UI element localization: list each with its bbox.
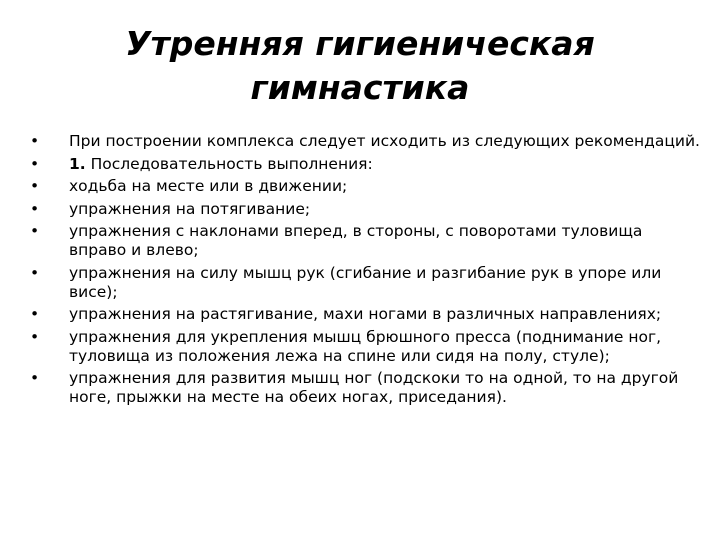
bullet-dot-icon: • <box>30 369 40 387</box>
bullet-dot-icon: • <box>30 263 40 282</box>
bullet-text: ходьба на месте или в движении; <box>69 177 348 195</box>
bullet-item <box>30 222 700 260</box>
bullet-item <box>30 200 700 219</box>
slide-title-line-2: гимнастика <box>250 68 470 107</box>
bullet-item <box>30 328 700 366</box>
bullet-dot-icon: • <box>30 177 40 195</box>
bullet-item <box>30 305 700 324</box>
bullet-text: упражнения на потягивание; <box>69 199 311 218</box>
slide-title <box>60 22 660 110</box>
bullet-text: упражнения с наклонами вперед, в стороны, с поворотами туловища вправо и влево; <box>69 222 643 259</box>
bullet-item <box>30 369 700 407</box>
bullet-item <box>30 132 700 151</box>
bullet-list <box>30 132 700 411</box>
bullet-text: При построении комплекса следует исходить из следующих рекомендаций. <box>69 132 700 150</box>
bullet-dot-icon: • <box>30 222 40 240</box>
bullet-text: упражнения для развития мышц ног (подскоки то на одной, то на другой ноге, прыжки на месте на обеих ногах, приседания). <box>69 369 679 406</box>
bullet-item <box>30 264 700 302</box>
bullet-dot-icon: • <box>30 305 40 323</box>
bullet-number: 1. <box>69 154 86 173</box>
bullet-text: Последовательность выполнения: <box>85 154 373 173</box>
bullet-item <box>30 177 700 196</box>
bullet-dot-icon: • <box>30 199 40 218</box>
bullet-text: упражнения на силу мышц рук (сгибание и разгибание рук в упоре или висе); <box>69 263 662 301</box>
bullet-dot-icon: • <box>30 327 40 346</box>
slide-title-line-1: Утренняя гигиеническая <box>125 24 595 63</box>
bullet-dot-icon: • <box>30 132 40 150</box>
bullet-text: упражнения для укрепления мышц брюшного пресса (поднимание ног, туловища из положения лежа на спине или сидя на полу, стуле); <box>69 327 662 365</box>
bullet-item <box>30 155 700 174</box>
bullet-text: упражнения на растягивание, махи ногами в различных направлениях; <box>69 305 662 323</box>
bullet-dot-icon: • <box>30 154 40 173</box>
